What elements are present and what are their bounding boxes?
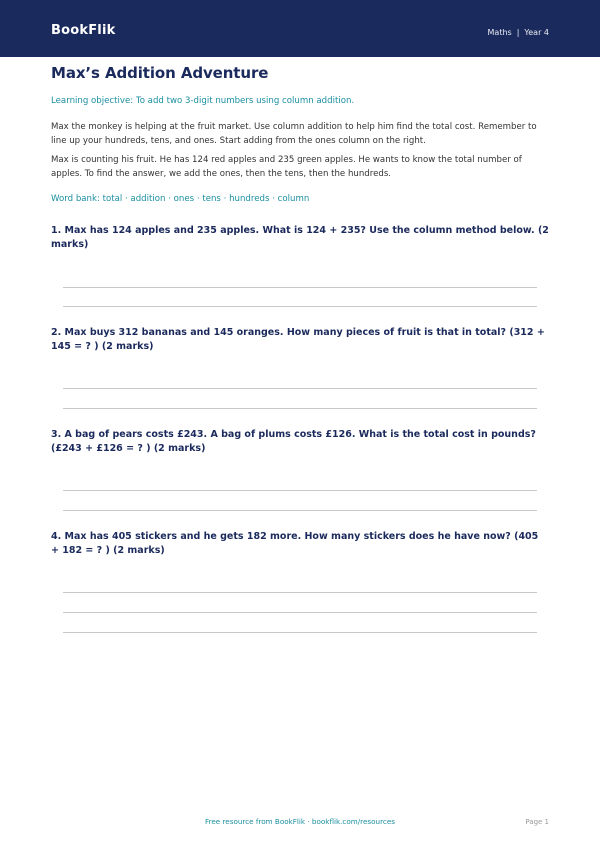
learning-objective: Learning objective: To add two 3-digit numbers using column addition. [51, 96, 355, 106]
brand-logo: BookFlik [51, 23, 116, 38]
answer-line[interactable] [63, 490, 537, 491]
answer-line[interactable] [63, 592, 537, 593]
answer-line[interactable] [63, 388, 537, 389]
intro-paragraph-1: Max the monkey is helping at the fruit market. Use column addition to help him find the total cost. Remember to line up your hundreds, tens, and ones. Start adding from the ones column on the right. [51, 122, 537, 146]
answer-line[interactable] [63, 632, 537, 633]
year-label: Year 4 [524, 28, 549, 37]
page-number: Page 1 [525, 818, 549, 826]
answer-line[interactable] [63, 510, 537, 511]
answer-line[interactable] [63, 612, 537, 613]
question-2: 2. Max buys 312 bananas and 145 oranges. How many pieces of fruit is that in total? (312 + 145 = ? ) (2 marks) [51, 327, 545, 352]
question-4: 4. Max has 405 stickers and he gets 182 more. How many stickers does he have now? (405 + 182 = ? ) (2 marks) [51, 531, 539, 556]
answer-line[interactable] [63, 306, 537, 307]
intro-paragraph-2: Max is counting his fruit. He has 124 red apples and 235 green apples. He wants to know the total number of apples. To find the answer, we add the ones, then the tens, then the hundreds. [51, 155, 522, 179]
answer-line[interactable] [63, 408, 537, 409]
meta-separator: | [516, 28, 520, 37]
word-bank: Word bank: total · addition · ones · tens · hundreds · column [51, 194, 310, 204]
page-header [0, 0, 600, 57]
header-meta [488, 28, 549, 37]
answer-line[interactable] [63, 287, 537, 288]
question-3: 3. A bag of pears costs £243. A bag of plums costs £126. What is the total cost in pounds? (£243 + £126 = ? ) (2 marks) [51, 429, 536, 454]
page-title: Max’s Addition Adventure [51, 64, 269, 82]
footer-credit: Free resource from BookFlik · bookflik.com/resources [204, 817, 396, 826]
question-1: 1. Max has 124 apples and 235 apples. What is 124 + 235? Use the column method below. (2 marks) [51, 225, 549, 250]
subject-label: Maths [487, 28, 512, 37]
